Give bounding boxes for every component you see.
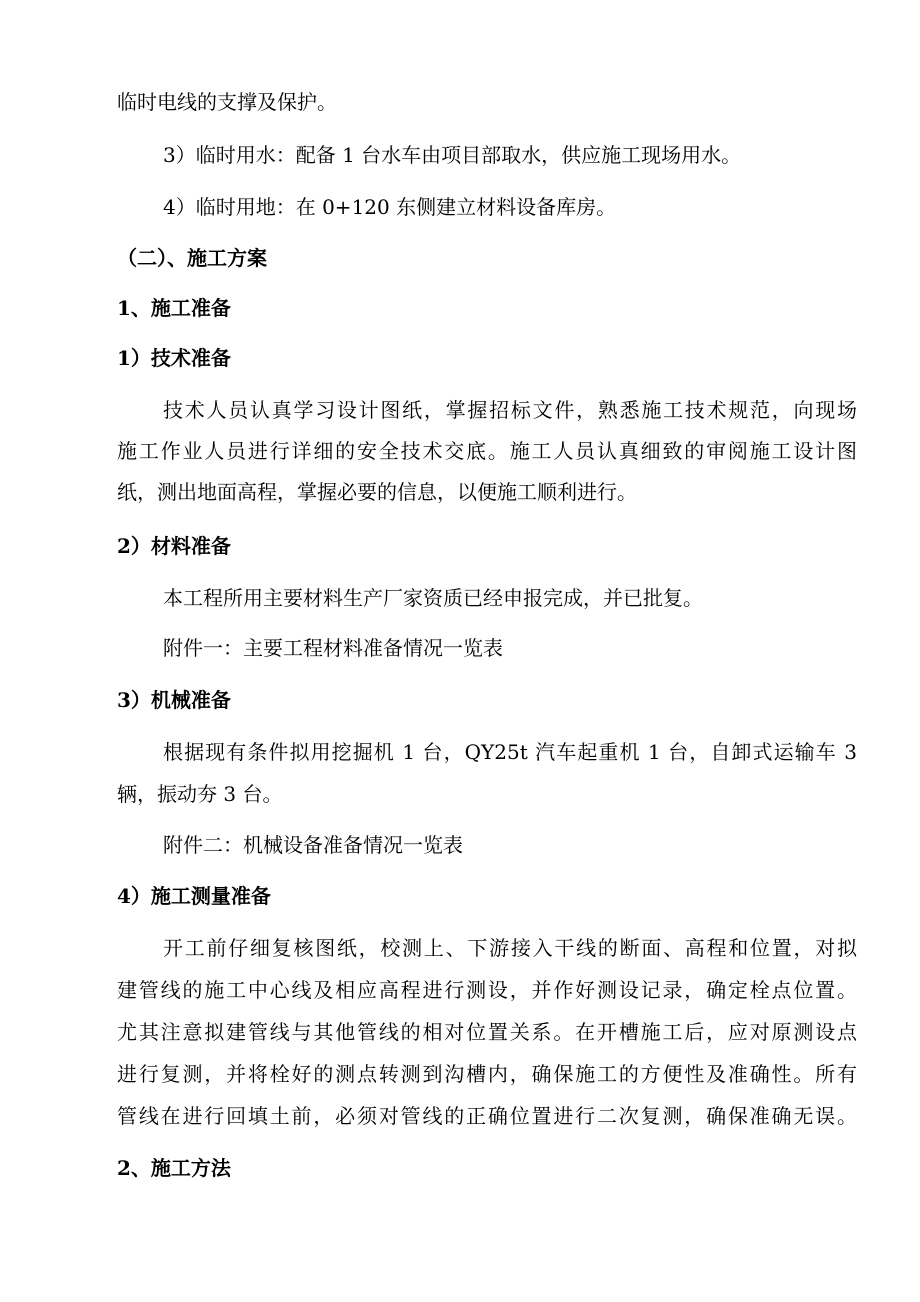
- paragraph-line: 进行复测，并将栓好的测点转测到沟槽内，确保施工的方便性及准确性。所有: [117, 1062, 857, 1086]
- paragraph-line: 开工前仔细复核图纸，校测上、下游接入干线的断面、高程和位置，对拟: [163, 936, 857, 960]
- paragraph-line: 3）临时用水：配备 1 台水车由项目部取水，供应施工现场用水。: [163, 143, 742, 167]
- subsection-heading: 2）材料准备: [117, 534, 231, 558]
- paragraph-line: 根据现有条件拟用挖掘机 1 台，QY25t 汽车起重机 1 台，自卸式运输车 3: [163, 740, 857, 764]
- paragraph-line: 临时电线的支撑及保护。: [117, 90, 337, 114]
- section-heading: 1、施工准备: [117, 296, 231, 320]
- paragraph-line: 纸，测出地面高程，掌握必要的信息，以便施工顺利进行。: [117, 480, 637, 504]
- section-heading: 2、施工方法: [117, 1156, 231, 1180]
- subsection-heading: 1）技术准备: [117, 346, 231, 370]
- paragraph-line: 管线在进行回填土前，必须对管线的正确位置进行二次复测，确保准确无误。: [117, 1104, 857, 1128]
- paragraph-line: 施工作业人员进行详细的安全技术交底。施工人员认真细致的审阅施工设计图: [117, 439, 857, 463]
- subsection-heading: 3）机械准备: [117, 688, 231, 712]
- paragraph-line: 技术人员认真学习设计图纸，掌握招标文件，熟悉施工技术规范，向现场: [163, 398, 857, 422]
- attachment-note: 附件一：主要工程材料准备情况一览表: [163, 636, 503, 660]
- paragraph-line: 4）临时用地：在 0+120 东侧建立材料设备库房。: [163, 195, 617, 219]
- section-heading: （二）、施工方案: [117, 246, 267, 270]
- paragraph-line: 辆，振动夯 3 台。: [117, 782, 283, 806]
- subsection-heading: 4）施工测量准备: [117, 884, 271, 908]
- attachment-note: 附件二：机械设备准备情况一览表: [163, 833, 463, 857]
- paragraph-line: 尤其注意拟建管线与其他管线的相对位置关系。在开槽施工后，应对原测设点: [117, 1020, 857, 1044]
- paragraph-line: 建管线的施工中心线及相应高程进行测设，并作好测设记录，确定栓点位置。: [117, 978, 857, 1002]
- paragraph-line: 本工程所用主要材料生产厂家资质已经申报完成，并已批复。: [163, 586, 703, 610]
